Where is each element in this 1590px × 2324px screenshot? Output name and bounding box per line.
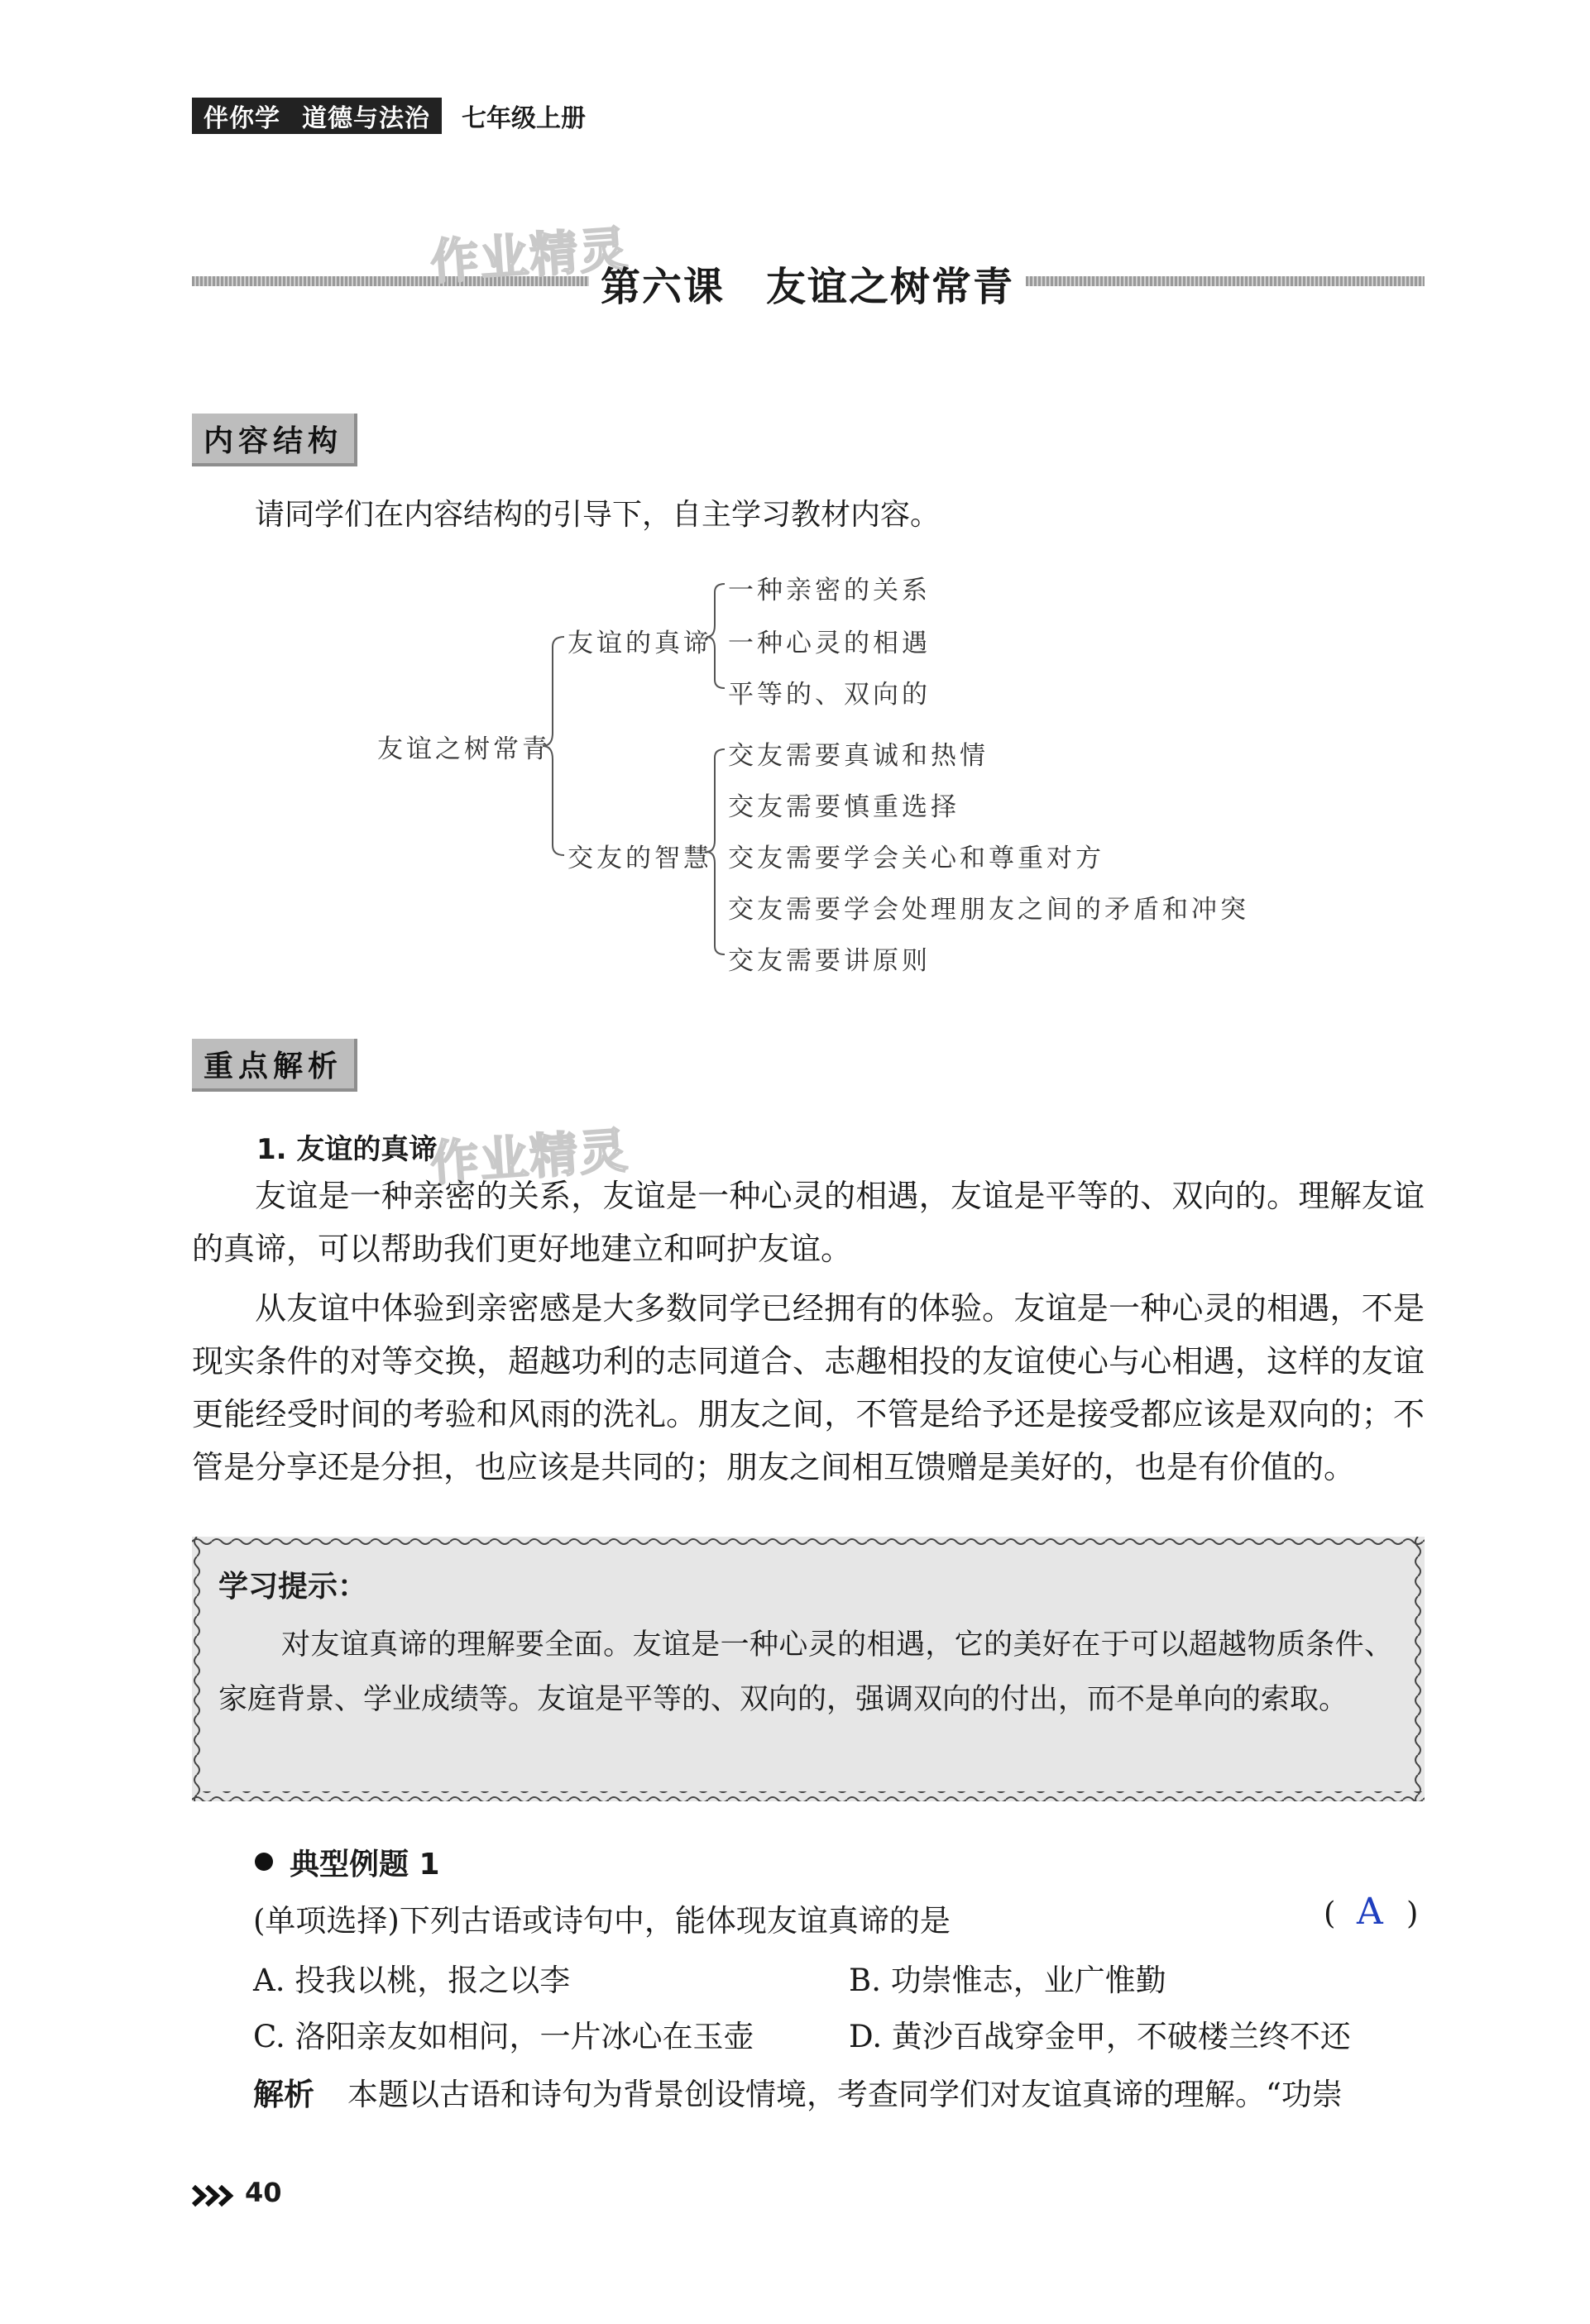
analysis bbox=[253, 2069, 1425, 2114]
tree-leaf: 一种心灵的相遇 bbox=[728, 629, 931, 658]
tree-leaf: 一种亲密的关系 bbox=[728, 576, 931, 605]
option-d: D. 黄沙百战穿金甲，不破楼兰终不还 bbox=[849, 2019, 1351, 2054]
subheading: 1. 友谊的真谛 bbox=[256, 1133, 438, 1166]
subject-name: 道德与法治 bbox=[302, 104, 430, 133]
answer-mark: A bbox=[1357, 1891, 1383, 1933]
section-label-structure: 内容结构 bbox=[192, 414, 357, 466]
paragraph: 友谊是一种亲密的关系，友谊是一种心灵的相遇，友谊是平等的、双向的。理解友谊的真谛，可以帮助我们更好地建立和呵护友谊。 bbox=[192, 1178, 1425, 1267]
section-label-analysis: 重点解析 bbox=[192, 1039, 357, 1092]
tip-label: 学习提示： bbox=[218, 1570, 368, 1604]
tree-leaf: 交友需要学会关心和尊重对方 bbox=[728, 844, 1104, 873]
option-a: A. 投我以桃，报之以李 bbox=[253, 1963, 571, 1998]
tree-leaf: 交友需要慎重选择 bbox=[728, 792, 960, 822]
watermark-logo: 作业精灵 bbox=[429, 220, 631, 291]
analysis-label: 解析 bbox=[253, 2077, 314, 2112]
option-c: C. 洛阳亲友如相问，一片冰心在玉壶 bbox=[253, 2019, 754, 2054]
paragraph: 从友谊中体验到亲密感是大多数同学已经拥有的体验。友谊是一种心灵的相遇，不是现实条件的对等交换，超越功利的志同道合、志趣相投的友谊使心与心相遇，这样的友谊更能经受时间的考验和风雨的洗礼。朋友之间，不管是给予还是接受都应该是双向的；不管是分享还是分担，也应该是共同的；朋友之间相互馈赠是美好的，也是有价值的。 bbox=[192, 1290, 1425, 1485]
grade-label: 七年级上册 bbox=[462, 104, 586, 133]
lesson-name: 友谊之树常青 bbox=[766, 264, 1015, 310]
tree-leaf: 交友需要真诚和热情 bbox=[728, 741, 989, 771]
tip-text: 对友谊真谛的理解要全面。友谊是一种心灵的相遇，它的美好在于可以超越物质条件、家庭背景、学业成绩等。友谊是平等的、双向的，强调双向的付出，而不是单向的索取。 bbox=[218, 1628, 1393, 1716]
tree-branch-1: 友谊的真谛 bbox=[568, 629, 712, 658]
analysis-text: 本题以古语和诗句为背景创设情境，考查同学们对友谊真谛的理解。“功崇 bbox=[347, 2077, 1343, 2112]
bullet-icon bbox=[255, 1853, 273, 1871]
tree-root: 友谊之树常青 bbox=[377, 734, 551, 764]
lesson-number: 第六课 bbox=[600, 264, 725, 310]
tree-branch-2: 交友的智慧 bbox=[568, 844, 712, 873]
page-number: 40 bbox=[245, 2177, 282, 2208]
tree-braces bbox=[0, 0, 1590, 1034]
answer-paren-open: ( bbox=[1324, 1896, 1336, 1931]
tree-leaf: 平等的、双向的 bbox=[728, 680, 931, 710]
series-name: 伴你学 bbox=[204, 104, 280, 133]
tree-leaf: 交友需要学会处理朋友之间的矛盾和冲突 bbox=[728, 895, 1249, 925]
answer-paren-close: ) bbox=[1406, 1896, 1419, 1931]
brace-branch-1 bbox=[706, 584, 725, 688]
structure-intro: 请同学们在内容结构的引导下，自主学习教材内容。 bbox=[255, 498, 941, 532]
example-heading: 典型例题 1 bbox=[290, 1848, 440, 1882]
option-b: B. 功崇惟志，业广惟勤 bbox=[849, 1963, 1166, 1998]
watermark-logo: 作业精灵 bbox=[429, 1121, 631, 1193]
page-arrows-icon bbox=[192, 2183, 242, 2208]
tree-leaf: 交友需要讲原则 bbox=[728, 946, 931, 976]
brace-root bbox=[543, 637, 564, 855]
question-text: (单项选择)下列古语或诗句中，能体现友谊真谛的是 bbox=[253, 1903, 951, 1939]
brace-branch-2 bbox=[706, 749, 725, 954]
